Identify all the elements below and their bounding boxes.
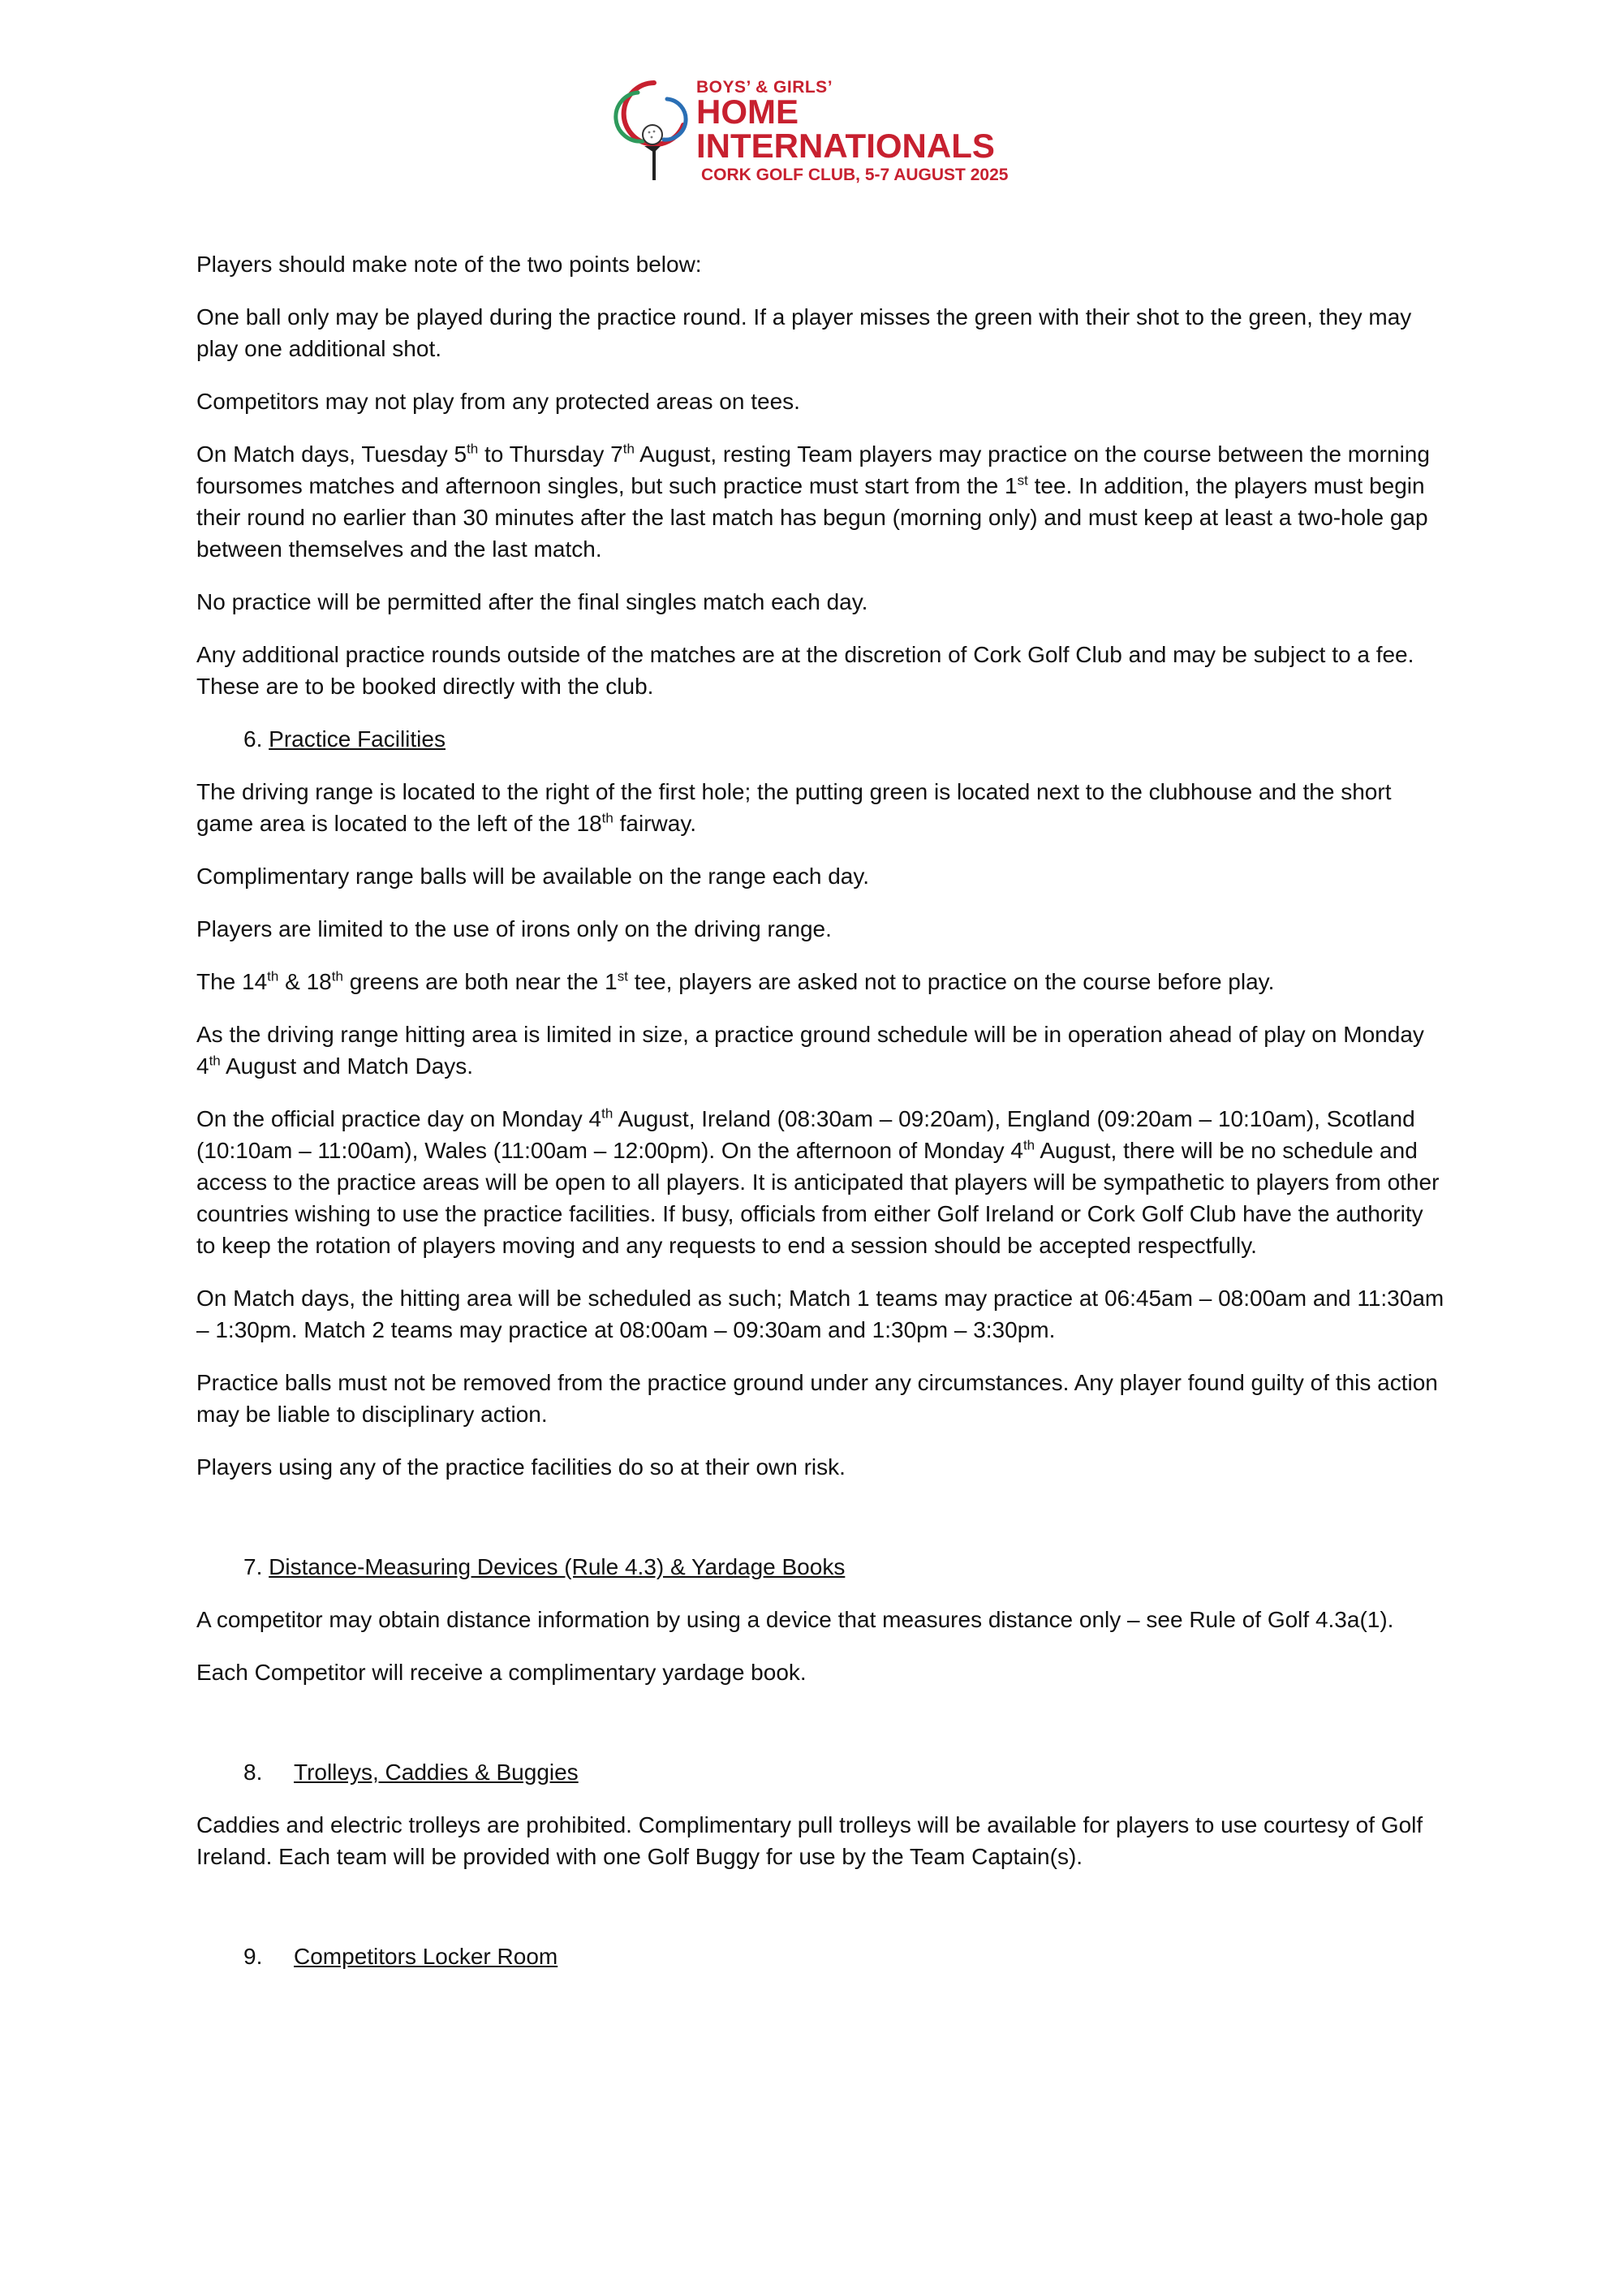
paragraph: Each Competitor will receive a complimentary yardage book. [196, 1660, 807, 1685]
paragraph: On Match days, Tuesday 5th to Thursday 7th August, resting Team players may practice on the course between the morning foursomes matches and afternoon singles, but such practice must start from the 1st tee. In addition, the players must begin their round no earlier than 30 minutes after the last match has begun (morning only) and must keep at least a two-hole gap between themselves and the last match. [196, 441, 1430, 562]
paragraph: On the official practice day on Monday 4th August, Ireland (08:30am – 09:20am), England (09:20am – 10:10am), Scotland (10:10am – 11:00am), Wales (11:00am – 12:00pm). On the afternoon of Monday 4th August, there will be no schedule and access to the practice areas will be open to all players. It is anticipated that players will be sympathetic to players from other countries wishing to use the practice facilities. If busy, officials from either Golf Ireland or Cork Golf Club have the authority to keep the rotation of players moving and any requests to end a session should be accepted respectfully. [196, 1105, 1440, 1258]
logo-line-1: BOYS’ & GIRLS’ [696, 78, 833, 97]
golf-ball-tee-icon [613, 75, 695, 195]
paragraph: A competitor may obtain distance information by using a device that measures distance only – see Rule of Golf 4.3a(1). [196, 1607, 1394, 1632]
logo-line-4: CORK GOLF CLUB, 5-7 AUGUST 2025 [701, 166, 1009, 184]
paragraph: Players are limited to the use of irons only on the driving range. [196, 916, 832, 941]
paragraph: The driving range is located to the right of the first hole; the putting green is located next to the clubhouse and the short game area is located to the left of the 18th fairway. [196, 779, 1392, 836]
paragraph: Caddies and electric trolleys are prohibited. Complimentary pull trolleys will be available for players to use courtesy of Golf Ireland. Each team will be provided with one Golf Buggy for use by the Team Captain(s). [196, 1812, 1423, 1869]
paragraph: Competitors may not play from any protected areas on tees. [196, 389, 800, 414]
logo-line-3: INTERNATIONALS [696, 127, 995, 165]
paragraph: No practice will be permitted after the final singles match each day. [196, 589, 868, 614]
paragraph: Any additional practice rounds outside of the matches are at the discretion of Cork Golf Club and may be subject to a fee. These are to be booked directly with the club. [196, 642, 1414, 699]
logo-line-2: HOME [696, 93, 799, 131]
paragraph: Complimentary range balls will be available on the range each day. [196, 864, 870, 889]
document-body [196, 248, 1446, 1993]
section-heading-8: 8. Trolleys, Caddies & Buggies [243, 1760, 579, 1785]
paragraph: As the driving range hitting area is limited in size, a practice ground schedule will be in operation ahead of play on Monday 4th August and Match Days. [196, 1022, 1424, 1079]
paragraph: On Match days, the hitting area will be scheduled as such; Match 1 teams may practice at 06:45am – 08:00am and 11:30am – 1:30pm. Match 2 teams may practice at 08:00am – 09:30am and 1:30pm – 3:30pm. [196, 1286, 1444, 1342]
paragraph: Players should make note of the two points below: [196, 252, 702, 277]
section-heading-7: 7. Distance-Measuring Devices (Rule 4.3) & Yardage Books [243, 1554, 846, 1579]
section-heading-9: 9. Competitors Locker Room [243, 1944, 558, 1969]
paragraph: One ball only may be played during the practice round. If a player misses the green with their shot to the green, they may play one additional shot. [196, 304, 1412, 361]
section-heading-6: 6. Practice Facilities [243, 726, 446, 752]
paragraph: Players using any of the practice facilities do so at their own risk. [196, 1454, 846, 1480]
paragraph: The 14th & 18th greens are both near the 1st tee, players are asked not to practice on the course before play. [196, 968, 1275, 994]
event-logo [613, 75, 1068, 195]
paragraph: Practice balls must not be removed from the practice ground under any circumstances. Any player found guilty of this action may be liable to disciplinary action. [196, 1370, 1438, 1427]
